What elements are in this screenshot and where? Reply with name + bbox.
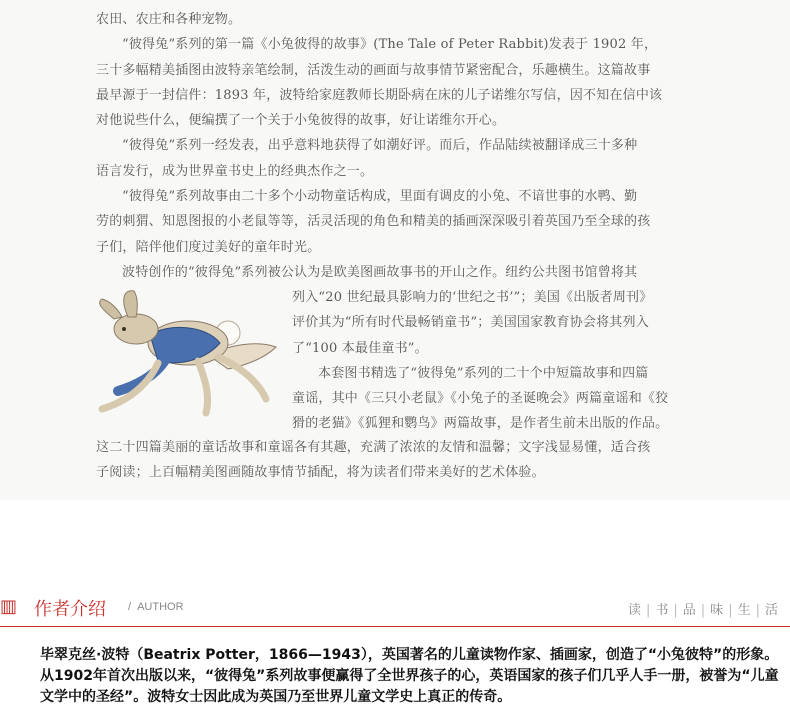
- scan-line: 劳的刺猬、知恩图报的小老鼠等等，活灵活现的角色和精美的插画深深吸引着英国乃至全球的孩: [96, 214, 651, 230]
- category-tags: 读 | 书 | 品 | 味 | 生 | 活: [627, 603, 778, 618]
- scan-line: 猾的老猫》《狐狸和鹦鸟》两篇故事，是作者生前未出版的作品。: [292, 416, 669, 432]
- scan-line: 评价其为“所有时代最畅销童书”；美国国家教育协会将其列入: [292, 315, 649, 331]
- scan-line: 对他说些什么，便编撰了一个关于小兔彼得的故事，好让诺维尔开心。: [96, 113, 506, 129]
- scan-line: 波特创作的“彼得兔”系列被公认为是欧美图画故事书的开山之作。纽约公共图书馆曾将其: [122, 264, 638, 280]
- section-subtitle: [128, 601, 184, 613]
- tag-item: 品: [682, 603, 696, 618]
- tag-item: 活: [764, 603, 778, 618]
- author-bio: 毕翠克丝·波特（Beatrix Potter，1866—1943），英国著名的儿童读物作家、插画家，创造了“小兔彼特”的形象。从1902年首次出版以来，“彼得兔”系列故事便赢得了全世界孩子的心，英语国家的孩子们几乎人手一册，被誉为“儿童文学中的圣经”。波特女士因此成为英国乃至世界儿童文学史上真正的传奇。: [40, 647, 779, 705]
- subtitle-text: AUTHOR: [137, 601, 184, 613]
- tag-item: 生: [737, 603, 751, 618]
- scan-line: 这二十四篇美丽的童话故事和童谣各有其趣，充满了浓浓的友情和温馨；文字浅显易懂，适合孩: [96, 440, 651, 455]
- scan-line: 了“100 本最佳童书”。: [292, 340, 428, 356]
- scan-line: 童谣，其中《三只小老鼠》《小兔子的圣诞晚会》两篇童谣和《狡: [292, 391, 669, 407]
- tag-item: 读: [627, 603, 641, 618]
- scan-paragraph-wrapped: [292, 285, 710, 437]
- book-mark-icon: ▥: [0, 596, 18, 617]
- scan-line: “彼得兔”系列故事由二十多个小动物童话构成，里面有调皮的小兔、不谙世事的水鸭、勤: [122, 189, 638, 205]
- peter-rabbit-illustration: [88, 285, 286, 430]
- slash-divider: /: [128, 601, 132, 613]
- tag-item: 书: [655, 603, 669, 618]
- scan-line: 语言发行，成为世界童书史上的经典杰作之一。: [96, 163, 374, 179]
- scan-line: 最早源于一封信件：1893 年，波特给家庭教师长期卧病在床的儿子诺维尔写信，因不知在信中该: [96, 87, 663, 103]
- section-title: 作者介绍: [34, 599, 106, 620]
- scan-line: 子们，陪伴他们度过美好的童年时光。: [96, 239, 321, 255]
- scan-line: 列入“20 世纪最具影响力的‘世纪之书’”；美国《出版者周刊》: [292, 290, 653, 305]
- scan-paragraph-top: [96, 7, 710, 285]
- scan-line: 三十多幅精美插图由波特亲笔绘制，活泼生动的画面与故事情节紧密配合，乐趣横生。这篇故事: [96, 62, 651, 78]
- scan-paragraph-bottom: [96, 435, 710, 486]
- scan-line: 农田、农庄和各种宠物。: [96, 12, 242, 27]
- scan-line: 子阅读；上百幅精美图画随故事情节插配，将为读者们带来美好的艺术体验。: [96, 465, 545, 481]
- author-section-header: [0, 590, 790, 627]
- scan-line: “彼得兔”系列的第一篇《小兔彼得的故事》(The Tale of Peter Rabbit)发表于 1902 年，: [122, 37, 658, 53]
- rabbit-drawing: [88, 285, 286, 430]
- scan-line: “彼得兔”系列一经发表，出乎意料地获得了如潮好评。而后，作品陆续被翻译成三十多种: [122, 138, 638, 154]
- tag-item: 味: [710, 603, 724, 618]
- scan-line: 本套图书精选了“彼得兔”系列的二十个中短篇故事和四篇: [318, 365, 649, 381]
